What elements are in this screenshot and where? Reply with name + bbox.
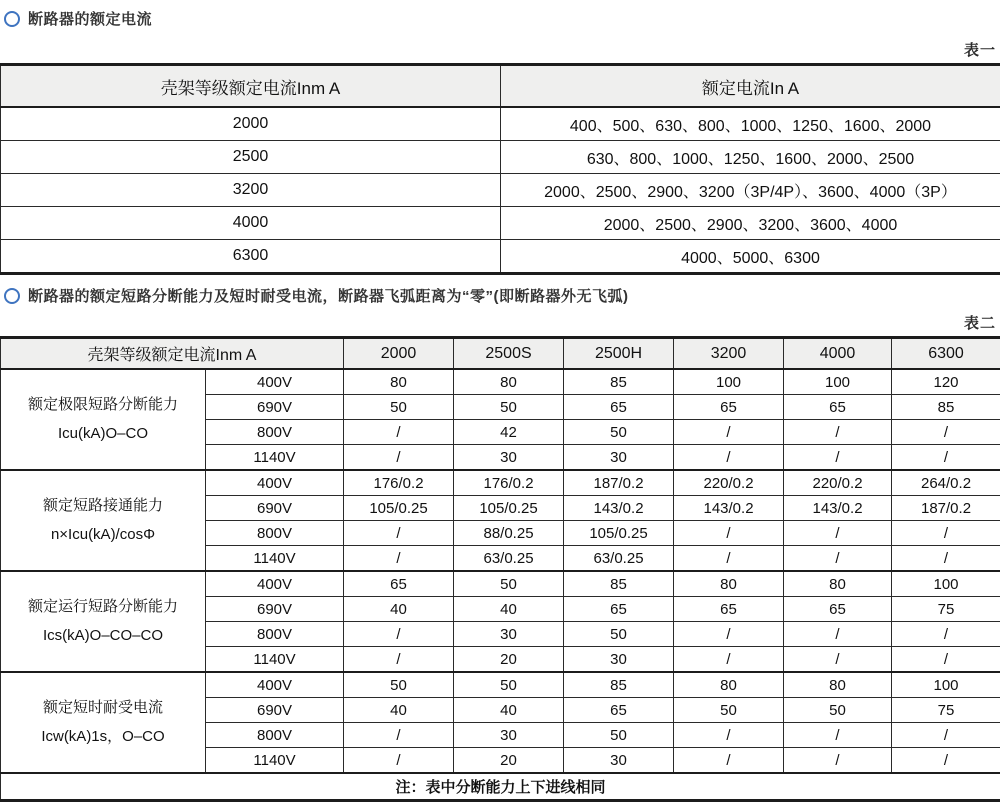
- table2-row: [1, 470, 1000, 496]
- value-cell: /: [674, 521, 784, 546]
- value-cell: 100: [784, 369, 892, 395]
- value-cell: 30: [564, 445, 674, 471]
- value-cell: /: [892, 546, 1000, 572]
- value-cell: 264/0.2: [892, 470, 1000, 496]
- table2-note: 注：表中分断能力上下进线相同: [1, 773, 1000, 801]
- frame-rating-cell: 3200: [1, 174, 501, 207]
- value-cell: /: [344, 546, 454, 572]
- section1-heading: [0, 0, 1000, 29]
- value-cell: 220/0.2: [674, 470, 784, 496]
- value-cell: 40: [344, 597, 454, 622]
- value-cell: /: [344, 521, 454, 546]
- table2-header-row: [1, 338, 1000, 370]
- value-cell: 50: [564, 420, 674, 445]
- value-cell: 65: [344, 571, 454, 597]
- value-cell: 63/0.25: [454, 546, 564, 572]
- value-cell: 187/0.2: [564, 470, 674, 496]
- value-cell: 176/0.2: [344, 470, 454, 496]
- table1-row: [1, 107, 1000, 141]
- value-cell: /: [344, 622, 454, 647]
- voltage-cell: 400V: [206, 672, 344, 698]
- voltage-cell: 690V: [206, 698, 344, 723]
- value-cell: 20: [454, 647, 564, 673]
- voltage-cell: 690V: [206, 496, 344, 521]
- voltage-cell: 690V: [206, 597, 344, 622]
- voltage-cell: 690V: [206, 395, 344, 420]
- section2-title: 断路器的额定短路分断能力及短时耐受电流，断路器飞弧距离为“零”(即断路器外无飞弧): [28, 285, 629, 306]
- table1-corner-label: 表一: [0, 29, 1000, 63]
- value-cell: 80: [674, 672, 784, 698]
- frame-rating-cell: 2500: [1, 141, 501, 174]
- value-cell: 80: [344, 369, 454, 395]
- value-cell: /: [344, 723, 454, 748]
- value-cell: /: [344, 420, 454, 445]
- category-label-line1: 额定短路接通能力: [3, 492, 203, 521]
- value-cell: /: [674, 622, 784, 647]
- value-cell: 50: [454, 571, 564, 597]
- value-cell: 187/0.2: [892, 496, 1000, 521]
- table1-row: [1, 207, 1000, 240]
- table1-row: [1, 141, 1000, 174]
- table2-note-row: [1, 773, 1000, 801]
- value-cell: /: [784, 622, 892, 647]
- value-cell: /: [784, 546, 892, 572]
- value-cell: 50: [784, 698, 892, 723]
- rated-current-table: [0, 63, 1000, 275]
- category-label-line2: Ics(kA)O–CO–CO: [3, 622, 203, 651]
- value-cell: /: [344, 647, 454, 673]
- value-cell: /: [892, 647, 1000, 673]
- value-cell: 88/0.25: [454, 521, 564, 546]
- value-cell: 40: [454, 597, 564, 622]
- value-cell: 50: [344, 672, 454, 698]
- value-cell: /: [892, 445, 1000, 471]
- value-cell: /: [784, 445, 892, 471]
- circle-bullet-icon: [4, 11, 20, 27]
- value-cell: 100: [892, 672, 1000, 698]
- value-cell: 80: [674, 571, 784, 597]
- value-cell: 30: [454, 622, 564, 647]
- rated-current-list-cell: 2000、2500、2900、3200（3P/4P）、3600、4000（3P）: [501, 174, 1000, 207]
- table2-row: [1, 571, 1000, 597]
- value-cell: 63/0.25: [564, 546, 674, 572]
- voltage-cell: 400V: [206, 470, 344, 496]
- value-cell: /: [674, 445, 784, 471]
- value-cell: /: [674, 748, 784, 774]
- table2-header-col-2500s: 2500S: [454, 338, 564, 370]
- rated-current-list-cell: 4000、5000、6300: [501, 240, 1000, 274]
- value-cell: /: [674, 723, 784, 748]
- category-label-line1: 额定短时耐受电流: [3, 694, 203, 723]
- value-cell: /: [784, 723, 892, 748]
- rated-current-list-cell: 400、500、630、800、1000、1250、1600、2000: [501, 107, 1000, 141]
- value-cell: /: [784, 521, 892, 546]
- category-label-line2: n×Icu(kA)/cosΦ: [3, 521, 203, 550]
- value-cell: 50: [344, 395, 454, 420]
- table1-row: [1, 174, 1000, 207]
- value-cell: 143/0.2: [784, 496, 892, 521]
- value-cell: 120: [892, 369, 1000, 395]
- voltage-cell: 800V: [206, 723, 344, 748]
- value-cell: 40: [454, 698, 564, 723]
- table2-header-frame-rating: 壳架等级额定电流Inm A: [1, 338, 344, 370]
- frame-rating-cell: 6300: [1, 240, 501, 274]
- value-cell: 85: [892, 395, 1000, 420]
- value-cell: 220/0.2: [784, 470, 892, 496]
- value-cell: /: [674, 420, 784, 445]
- value-cell: 40: [344, 698, 454, 723]
- table2-header-col-6300: 6300: [892, 338, 1000, 370]
- value-cell: /: [674, 647, 784, 673]
- table2-header-col-2000: 2000: [344, 338, 454, 370]
- voltage-cell: 400V: [206, 571, 344, 597]
- breaking-capacity-table: [0, 336, 1000, 802]
- value-cell: /: [892, 521, 1000, 546]
- value-cell: 50: [454, 395, 564, 420]
- frame-rating-cell: 2000: [1, 107, 501, 141]
- value-cell: 30: [454, 723, 564, 748]
- category-label-line2: Icu(kA)O–CO: [3, 420, 203, 449]
- value-cell: 85: [564, 571, 674, 597]
- value-cell: /: [784, 748, 892, 774]
- value-cell: 105/0.25: [344, 496, 454, 521]
- value-cell: 50: [454, 672, 564, 698]
- value-cell: 42: [454, 420, 564, 445]
- value-cell: /: [892, 420, 1000, 445]
- value-cell: /: [892, 622, 1000, 647]
- value-cell: 80: [454, 369, 564, 395]
- value-cell: 30: [454, 445, 564, 471]
- value-cell: /: [344, 445, 454, 471]
- value-cell: 85: [564, 672, 674, 698]
- value-cell: /: [674, 546, 784, 572]
- value-cell: 80: [784, 571, 892, 597]
- table2-corner-label: 表二: [0, 306, 1000, 336]
- table1-header-rated-current: 额定电流In A: [501, 65, 1000, 108]
- value-cell: 65: [564, 395, 674, 420]
- voltage-cell: 800V: [206, 521, 344, 546]
- value-cell: 65: [784, 395, 892, 420]
- value-cell: 20: [454, 748, 564, 774]
- voltage-cell: 1140V: [206, 445, 344, 471]
- value-cell: /: [784, 647, 892, 673]
- table2-row: [1, 672, 1000, 698]
- voltage-cell: 400V: [206, 369, 344, 395]
- value-cell: 105/0.25: [454, 496, 564, 521]
- value-cell: 176/0.2: [454, 470, 564, 496]
- section1-title: 断路器的额定电流: [28, 8, 152, 29]
- value-cell: /: [344, 748, 454, 774]
- characteristic-category-cell: [1, 571, 206, 672]
- table2-row: [1, 369, 1000, 395]
- value-cell: 65: [564, 698, 674, 723]
- table1-header-frame-rating: 壳架等级额定电流Inm A: [1, 65, 501, 108]
- value-cell: 65: [674, 597, 784, 622]
- value-cell: 85: [564, 369, 674, 395]
- voltage-cell: 800V: [206, 420, 344, 445]
- value-cell: 100: [674, 369, 784, 395]
- value-cell: 50: [674, 698, 784, 723]
- voltage-cell: 1140V: [206, 546, 344, 572]
- table1-row: [1, 240, 1000, 274]
- value-cell: /: [892, 748, 1000, 774]
- value-cell: /: [784, 420, 892, 445]
- value-cell: 50: [564, 723, 674, 748]
- rated-current-list-cell: 630、800、1000、1250、1600、2000、2500: [501, 141, 1000, 174]
- value-cell: 100: [892, 571, 1000, 597]
- value-cell: 80: [784, 672, 892, 698]
- value-cell: 75: [892, 698, 1000, 723]
- value-cell: 65: [564, 597, 674, 622]
- characteristic-category-cell: [1, 369, 206, 470]
- value-cell: /: [892, 723, 1000, 748]
- rated-current-list-cell: 2000、2500、2900、3200、3600、4000: [501, 207, 1000, 240]
- characteristic-category-cell: [1, 672, 206, 773]
- table2-header-col-3200: 3200: [674, 338, 784, 370]
- value-cell: 143/0.2: [564, 496, 674, 521]
- value-cell: 65: [674, 395, 784, 420]
- category-label-line1: 额定极限短路分断能力: [3, 391, 203, 420]
- table1-header-row: [1, 65, 1000, 108]
- value-cell: 65: [784, 597, 892, 622]
- voltage-cell: 1140V: [206, 748, 344, 774]
- table2-header-col-2500h: 2500H: [564, 338, 674, 370]
- frame-rating-cell: 4000: [1, 207, 501, 240]
- value-cell: 50: [564, 622, 674, 647]
- category-label-line1: 额定运行短路分断能力: [3, 593, 203, 622]
- characteristic-category-cell: [1, 470, 206, 571]
- section2-heading: [0, 275, 1000, 306]
- value-cell: 105/0.25: [564, 521, 674, 546]
- voltage-cell: 800V: [206, 622, 344, 647]
- circle-bullet-icon: [4, 288, 20, 304]
- voltage-cell: 1140V: [206, 647, 344, 673]
- value-cell: 30: [564, 748, 674, 774]
- value-cell: 75: [892, 597, 1000, 622]
- table2-header-col-4000: 4000: [784, 338, 892, 370]
- value-cell: 143/0.2: [674, 496, 784, 521]
- value-cell: 30: [564, 647, 674, 673]
- category-label-line2: Icw(kA)1s，O–CO: [3, 723, 203, 752]
